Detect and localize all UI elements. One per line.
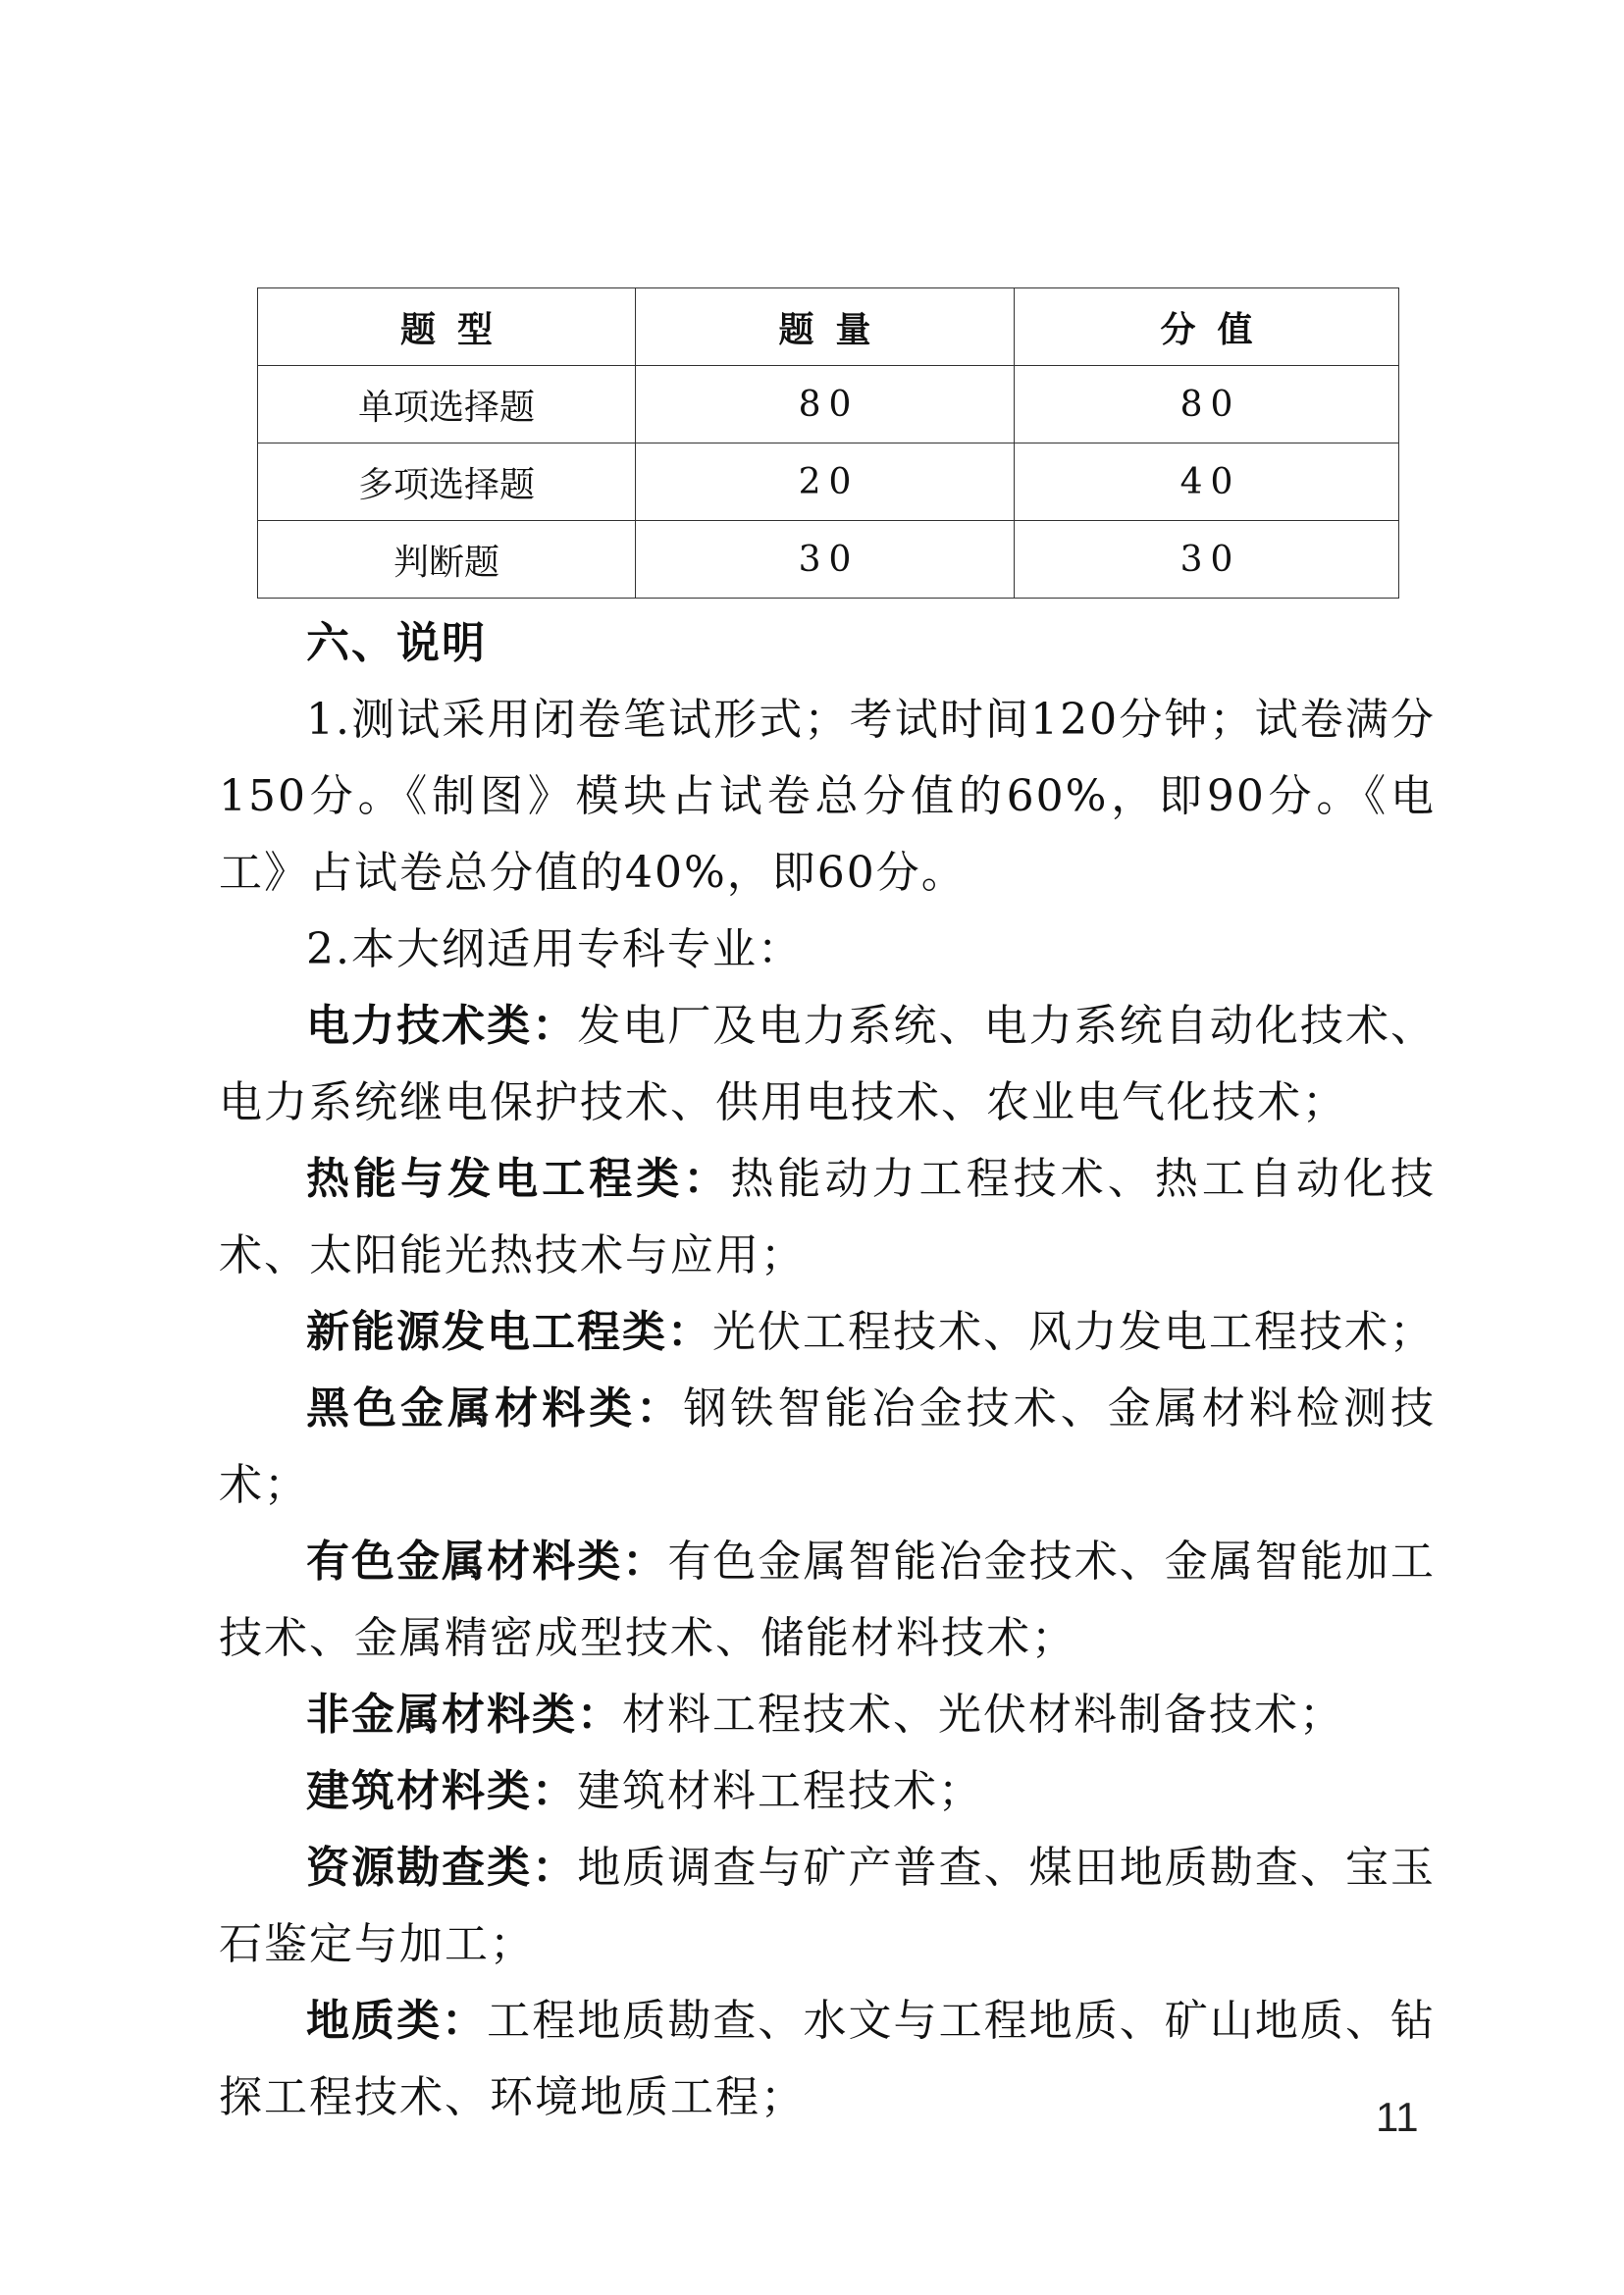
row-question-type: 判断题 [258, 521, 636, 599]
category-majors: 光伏工程技术、风力发电工程技术； [712, 1307, 1435, 1357]
category-paragraph [219, 1371, 1436, 1524]
row-question-count: 20 [636, 443, 1015, 521]
table-row [258, 521, 1399, 599]
row-score-value: 40 [1015, 443, 1399, 521]
header-score-value: 分值 [1015, 288, 1399, 366]
category-name: 新能源发电工程类： [306, 1307, 712, 1357]
category-majors: 热能动力工程技术、热工自动化技术、太阳能光热技术与应用； [219, 1154, 1436, 1280]
category-name: 建筑材料类： [306, 1766, 577, 1816]
row-question-count: 30 [636, 521, 1015, 599]
category-majors: 钢铁智能冶金技术、金属材料检测技术； [219, 1383, 1437, 1510]
category-name: 电力技术类： [306, 1001, 578, 1051]
header-question-count: 题量 [636, 288, 1015, 366]
row-question-count: 80 [636, 366, 1015, 443]
table-row [258, 443, 1399, 521]
category-majors: 材料工程技术、光伏材料制备技术； [622, 1690, 1344, 1740]
page-number: 11 [1376, 2094, 1419, 2140]
exam-format-note: 1.测试采用闭卷笔试形式；考试时间120分钟；试卷满分150分。《制图》模块占试卷总分值的60%，即90分。《电工》占试卷总分值的40%，即60分。 [219, 695, 1436, 898]
header-question-type: 题型 [258, 288, 636, 366]
category-paragraph [219, 1677, 1436, 1753]
category-name: 地质类： [306, 1996, 488, 2046]
row-question-type: 单项选择题 [258, 366, 636, 443]
section-heading: 六、说明 [306, 618, 487, 668]
category-paragraph [219, 1141, 1436, 1294]
category-name: 热能与发电工程类： [306, 1154, 731, 1204]
row-score-value: 30 [1015, 521, 1399, 599]
category-majors: 地质调查与矿产普查、煤田地质勘查、宝玉石鉴定与加工； [219, 1843, 1436, 1969]
applicable-majors-note: 2.本大纲适用专科专业： [306, 924, 803, 974]
table-header-row [258, 288, 1399, 366]
table-row [258, 366, 1399, 443]
category-name: 黑色金属材料类： [306, 1383, 684, 1434]
question-type-table [257, 287, 1399, 599]
category-paragraph [219, 1294, 1436, 1371]
category-majors: 发电厂及电力系统、电力系统自动化技术、电力系统继电保护技术、供用电技术、农业电气化技术； [219, 1001, 1436, 1127]
category-name: 非金属材料类： [306, 1690, 622, 1740]
document-body [219, 605, 1436, 2136]
row-question-type: 多项选择题 [258, 443, 636, 521]
category-majors: 工程地质勘查、水文与工程地质、矿山地质、钻探工程技术、环境地质工程； [219, 1996, 1437, 2122]
category-majors: 建筑材料工程技术； [577, 1766, 983, 1816]
category-paragraph [219, 1830, 1436, 1983]
category-name: 有色金属材料类： [306, 1537, 668, 1587]
category-name: 资源勘查类： [306, 1843, 578, 1893]
category-paragraph [219, 1524, 1436, 1677]
category-paragraph [219, 1753, 1436, 1830]
row-score-value: 80 [1015, 366, 1399, 443]
category-majors: 有色金属智能冶金技术、金属智能加工技术、金属精密成型技术、储能材料技术； [219, 1537, 1437, 1663]
category-paragraph [219, 1983, 1436, 2136]
category-paragraph [219, 988, 1436, 1141]
